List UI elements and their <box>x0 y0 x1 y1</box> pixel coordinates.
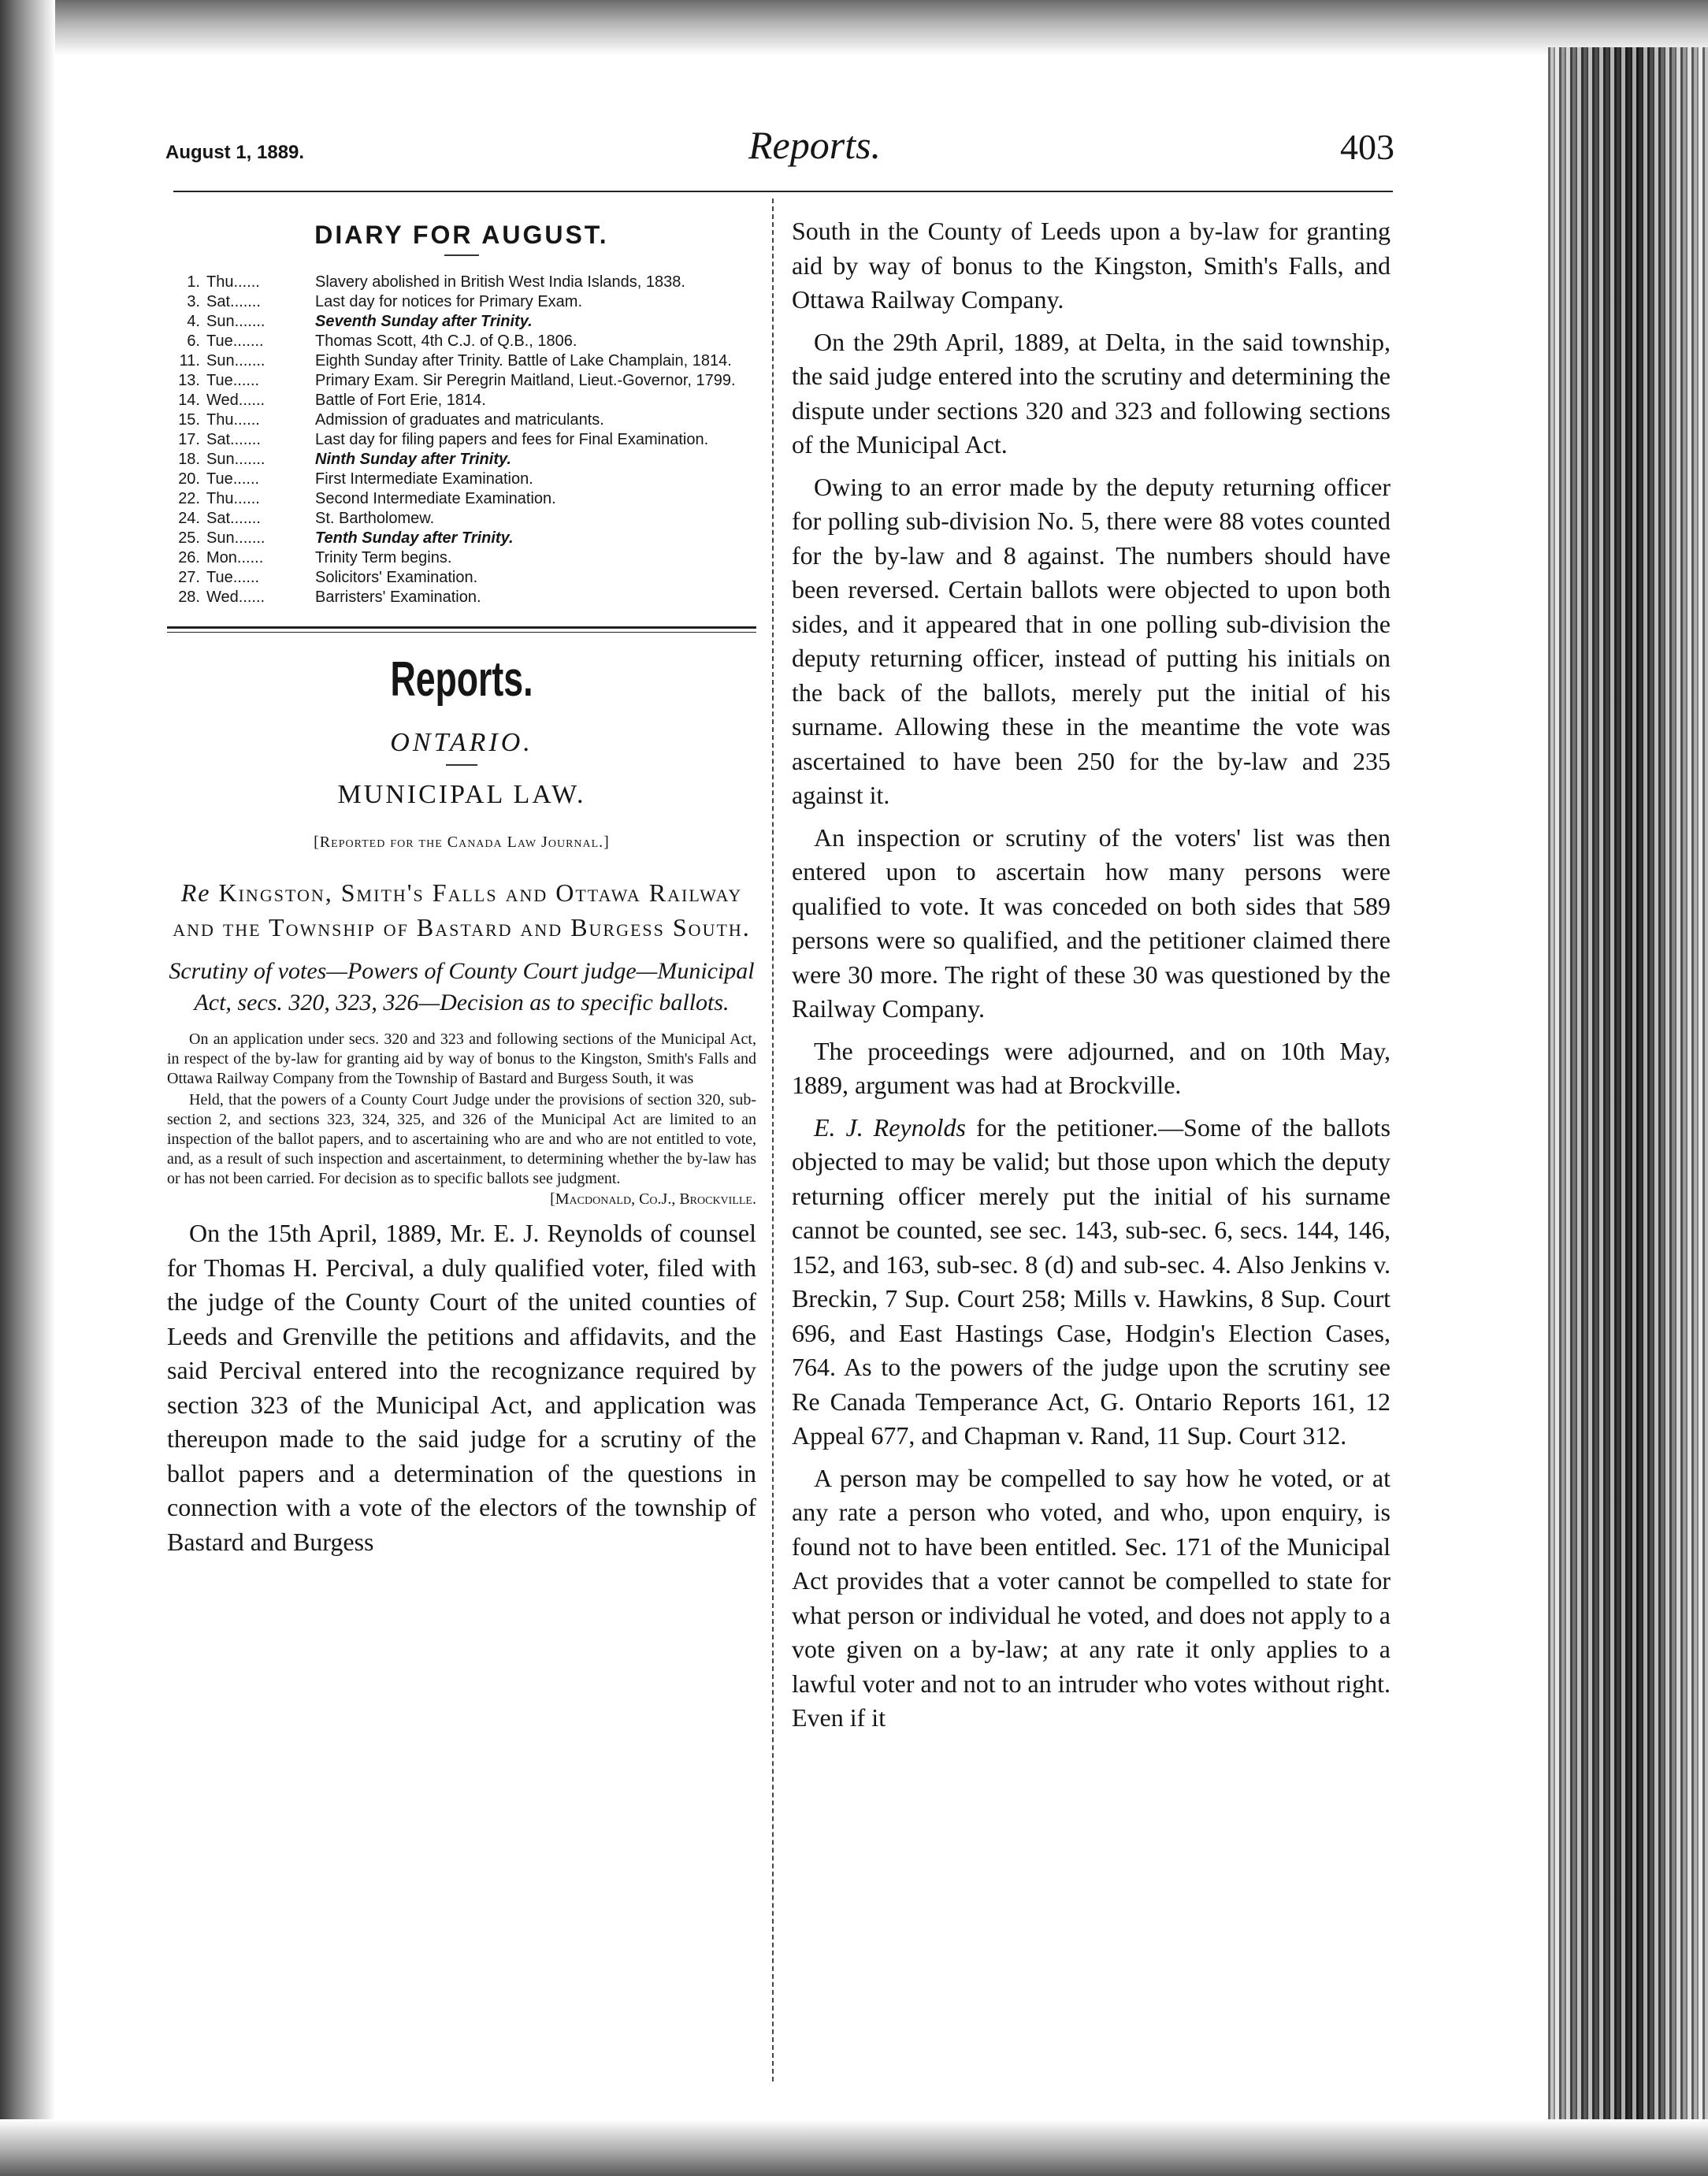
diary-day: 26. <box>178 549 200 566</box>
diary-entry <box>167 352 756 369</box>
diary-weekday: Sun....... <box>206 313 265 330</box>
diary-entry <box>167 431 756 448</box>
diary-text: Eighth Sunday after Trinity. Battle of Lake Champlain, 1814. <box>315 352 732 369</box>
diary-weekday: Thu...... <box>206 273 260 291</box>
diary-entry <box>167 332 756 350</box>
diary-day: 11. <box>179 352 200 369</box>
diary-weekday: Sun....... <box>206 529 265 547</box>
diary-weekday: Tue...... <box>206 470 260 488</box>
page-number: 403 <box>1340 127 1394 167</box>
headnote-held: Held, that the powers of a County Court Judge under the provisions of section 320, sub-section 2, and sections 323, 324, 325, and 326 of the Municipal Act are limited to an inspection of the ballot papers, and to ascertaining who are and who are not entitled to vote, and, as a result of such inspection and ascertainment, to determining whether the by-law has or has not been carried. For decision as to specific ballots see judgment. <box>167 1091 756 1187</box>
issue-date: August 1, 1889. <box>165 142 305 163</box>
diary-entry <box>167 529 756 547</box>
diary-day: 3. <box>187 293 200 310</box>
case-title-text: Kingston, Smith's Falls and Ottawa Railway and the Township of Bastard and Burgess South. <box>173 878 751 941</box>
diary-text: St. Bartholomew. <box>315 510 435 527</box>
diary-text: Solicitors' Examination. <box>315 569 478 586</box>
topic-heading: MUNICIPAL LAW. <box>337 780 586 809</box>
scan-left-shadow <box>0 0 55 2176</box>
diary-day: 1. <box>187 273 200 291</box>
diary-weekday: Wed...... <box>206 392 265 409</box>
diary-text: Barristers' Examination. <box>315 589 481 606</box>
diary-dash <box>444 254 479 256</box>
body-paragraph-left: On the 15th April, 1889, Mr. E. J. Reynolds of counsel for Thomas H. Percival, a duly qualified voter, filed with the judge of the County Court of the united counties of Leeds and Grenville the petitions and affidavits, and the said Percival entered into the recognizance required by section 323 of the Municipal Act, and application was thereupon made to the said judge for a scrutiny of the ballot papers and a determination of the questions in connection with a vote of the electors of the township of Bastard and Burgess <box>167 1219 756 1556</box>
running-title: Reports. <box>748 123 882 167</box>
diary-day: 18. <box>178 451 200 468</box>
diary-day: 6. <box>187 332 200 350</box>
column-divider <box>772 199 774 2081</box>
diary-text: Seventh Sunday after Trinity. <box>315 313 533 330</box>
counsel-name: E. J. Reynolds <box>814 1112 966 1142</box>
diary-entry <box>167 313 756 330</box>
diary-text: Tenth Sunday after Trinity. <box>315 529 514 547</box>
diary-day: 22. <box>178 490 200 507</box>
diary-text: Admission of graduates and matriculants. <box>315 411 604 429</box>
diary-text: Battle of Fort Erie, 1814. <box>315 392 486 409</box>
diary-entry <box>167 470 756 488</box>
left-column <box>167 206 756 1569</box>
diary-day: 13. <box>178 372 200 389</box>
diary-entry <box>167 510 756 527</box>
book-binding <box>1548 47 1708 2176</box>
body-paragraph: Owing to an error made by the deputy returning officer for polling sub-division No. 5, there were 88 votes counted for the by-law and 8 against. The numbers should have been reversed. Certain ballots were objected to upon both sides, and it appeared that in one polling sub-division the deputy returning officer, instead of putting his initials on the back of the ballots, merely put the initial of his surname. Allowing these in the meantime the vote was ascertained to have been 250 for the by-law and 235 against it. <box>792 472 1391 809</box>
diary-weekday: Sat....... <box>206 293 261 310</box>
argument-text: for the petitioner.—Some of the ballots objected to may be valid; but those upon which the deputy returning officer merely put the initial of his surname cannot be counted, see sec. 143, sub-sec. 6, secs. 144, 146, 152, and 163, sub-sec. 8 (d) and sub-sec. 4. Also Jenkins v. Breckin, 7 Sup. Court 258; Mills v. Hawkins, 8 Sup. Court 696, and East Hastings Case, Hodgin's Election Cases, 764. As to the powers of the judge upon the scrutiny see Re Canada Temperance Act, G. Ontario Reports 161, 12 Appeal 677, and Chapman v. Rand, 11 Sup. Court 312. <box>792 1112 1391 1450</box>
diary-weekday: Thu...... <box>206 411 260 429</box>
diary-weekday: Mon...... <box>206 549 264 566</box>
diary-text: First Intermediate Examination. <box>315 470 533 488</box>
diary-text: Ninth Sunday after Trinity. <box>315 451 511 468</box>
diary-day: 27. <box>178 569 200 586</box>
reports-heading: Reports. <box>390 652 533 707</box>
scan-bottom-edge <box>0 2119 1708 2176</box>
case-title-re: Re <box>180 878 211 907</box>
diary-weekday: Thu...... <box>206 490 260 507</box>
body-paragraph: The proceedings were adjourned, and on 10th May, 1889, argument was had at Brockville. <box>792 1036 1391 1099</box>
section-divider <box>167 626 756 633</box>
diary-weekday: Tue...... <box>206 569 260 586</box>
header-rule <box>173 191 1393 192</box>
diary-weekday: Tue....... <box>206 332 264 350</box>
diary-day: 20. <box>178 470 200 488</box>
diary-day: 14. <box>178 392 200 409</box>
diary-weekday: Sun....... <box>206 352 265 369</box>
scan-top-edge <box>0 0 1708 55</box>
body-paragraph: On the 29th April, 1889, at Delta, in the said township, the said judge entered into the scrutiny and determining the dispute under sections 320 and 323 and following sections of the Municipal Act. <box>792 327 1391 459</box>
diary-weekday: Tue...... <box>206 372 260 389</box>
diary-weekday: Sat....... <box>206 431 261 448</box>
diary-day: 4. <box>187 313 200 330</box>
diary-entry <box>167 372 756 389</box>
diary-list <box>167 273 756 606</box>
diary-entry <box>167 293 756 310</box>
diary-text: Trinity Term begins. <box>315 549 452 566</box>
diary-day: 25. <box>178 529 200 547</box>
diary-title: DIARY FOR AUGUST. <box>314 221 609 249</box>
body-paragraph: A person may be compelled to say how he voted, or at any rate a person who voted, and who, upon enquiry, is found not to have been entitled. Sec. 171 of the Municipal Act provides that a voter cannot be compelled to state for what person or individual he voted, and does not apply to a vote given on a by-law; at any rate it only applies to a lawful voter and not to an intruder who votes without right. Even if it <box>792 1463 1391 1732</box>
diary-day: 28. <box>178 589 200 606</box>
reported-note: [Reported for the Canada Law Journal.] <box>314 834 610 851</box>
court-attribution: [Macdonald, Co.J., Brockville. <box>550 1190 756 1208</box>
body-paragraph-argument <box>792 1111 1391 1454</box>
diary-day: 24. <box>178 510 200 527</box>
diary-entry <box>167 392 756 409</box>
diary-text: Second Intermediate Examination. <box>315 490 556 507</box>
diary-entry <box>167 589 756 606</box>
body-paragraph: An inspection or scrutiny of the voters' list was then entered upon to ascertain how many persons were qualified to vote. It was conceded on both sides that 589 persons were so qualified, and the petitioner claimed there were 30 more. The right of these 30 was questioned by the Railway Company. <box>792 822 1391 1023</box>
body-paragraph: South in the County of Leeds upon a by-law for granting aid by way of bonus to the Kingston, Smith's Falls, and Ottawa Railway Company. <box>792 217 1391 314</box>
headnote-paragraph: On an application under secs. 320 and 323 and following sections of the Municipal Act, in respect of the by-law for granting aid by way of bonus to the Kingston, Smith's Falls and Ottawa Railway Company from the Township of Bastard and Burgess South, it was <box>167 1030 756 1087</box>
diary-day: 15. <box>178 411 200 429</box>
right-column <box>792 214 1391 1743</box>
diary-entry <box>167 569 756 586</box>
diary-entry <box>167 411 756 429</box>
diary-text: Slavery abolished in British West India Islands, 1838. <box>315 273 685 291</box>
diary-entry <box>167 490 756 507</box>
province-heading: ONTARIO. <box>390 728 533 757</box>
diary-text: Last day for filing papers and fees for Final Examination. <box>315 431 709 448</box>
diary-text: Primary Exam. Sir Peregrin Maitland, Lieut.-Governor, 1799. <box>315 372 736 389</box>
diary-text: Last day for notices for Primary Exam. <box>315 293 583 310</box>
diary-weekday: Wed...... <box>206 589 265 606</box>
province-dash <box>446 764 477 766</box>
diary-weekday: Sat....... <box>206 510 261 527</box>
page-header <box>165 118 1394 181</box>
diary-day: 17. <box>178 431 200 448</box>
case-title <box>167 875 756 945</box>
diary-weekday: Sun....... <box>206 451 265 468</box>
headnote-title: Scrutiny of votes—Powers of County Court judge—Municipal Act, secs. 320, 323, 326—Decision as to specific ballots. <box>169 958 755 1016</box>
diary-entry <box>167 451 756 468</box>
diary-entry <box>167 273 756 291</box>
diary-entry <box>167 549 756 566</box>
diary-text: Thomas Scott, 4th C.J. of Q.B., 1806. <box>315 332 577 350</box>
